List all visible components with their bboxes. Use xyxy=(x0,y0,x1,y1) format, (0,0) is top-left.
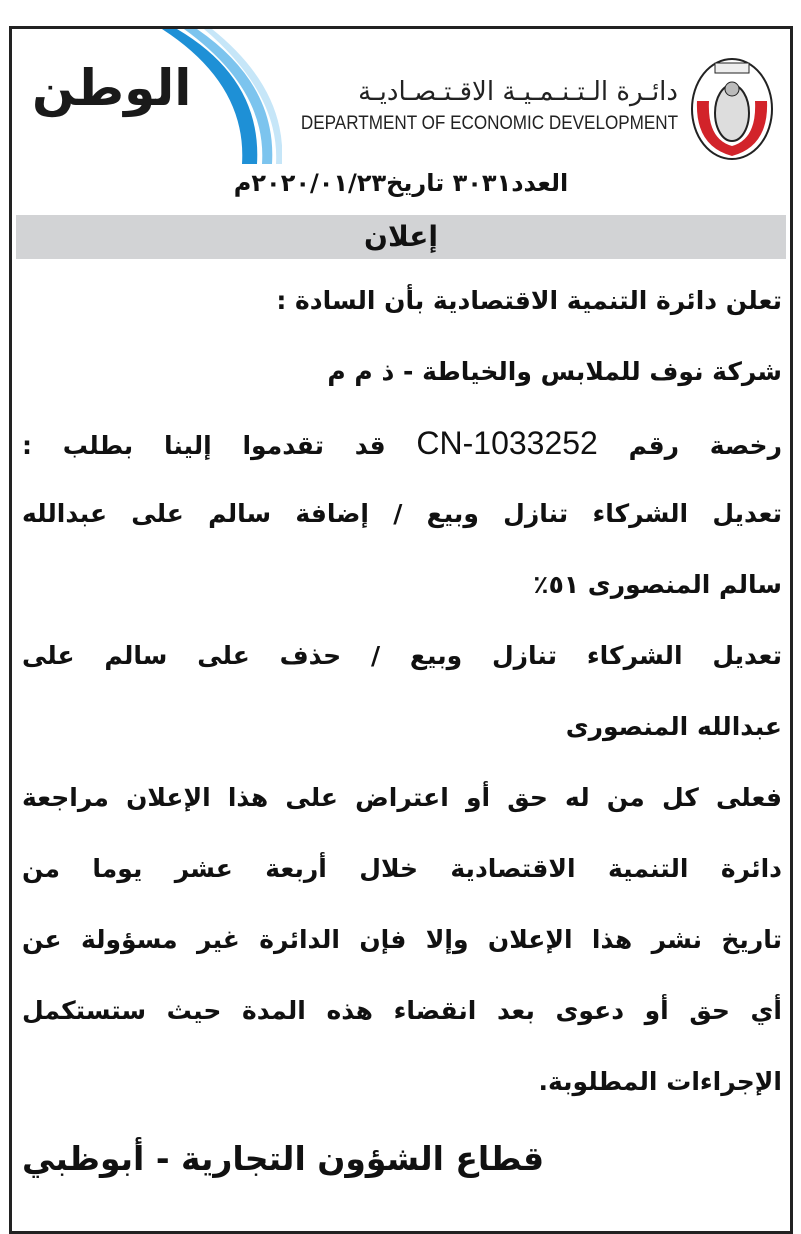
body-line: تعلن دائرة التنمية الاقتصادية بأن السادة : xyxy=(276,286,782,315)
body-line: أي حق أو دعوى بعد انقضاء هذه المدة حيث ستستكمل xyxy=(22,996,782,1025)
license-line xyxy=(22,419,782,490)
issue-number-date: العدد٣٠٣١ تاريخ٢٠٢٠/٠١/٢٣م xyxy=(233,169,569,197)
body-line: سالم المنصورى ٥١٪ xyxy=(533,570,782,599)
body-line: الإجراءات المطلوبة. xyxy=(538,1067,782,1096)
body-line: تعديل الشركاء تنازل وبيع / حذف على سالم على xyxy=(22,641,782,670)
announcement-frame xyxy=(9,26,793,1234)
body-line: فعلى كل من له حق أو اعتراض على هذا الإعلان مراجعة xyxy=(22,783,782,812)
announcement-body xyxy=(22,277,782,1129)
body-line: تعديل الشركاء تنازل وبيع / إضافة سالم على عبدالله xyxy=(22,499,782,528)
license-suffix: قد تقدموا إلينا بطلب : xyxy=(22,431,386,460)
alwatan-logo: الوطن xyxy=(32,59,192,117)
header xyxy=(12,29,790,164)
department-name-english: DEPARTMENT OF ECONOMIC DEVELOPMENT xyxy=(300,113,678,134)
swoosh-logo-graphic xyxy=(122,29,282,164)
license-prefix: رخصة رقم xyxy=(628,431,782,460)
body-line: دائرة التنمية الاقتصادية خلال أربعة عشر يوما من xyxy=(22,854,782,883)
body-line: شركة نوف للملابس والخياطة - ذ م م xyxy=(327,357,782,386)
body-line: عبدالله المنصورى xyxy=(565,712,782,741)
issuing-sector: قطاع الشؤون التجارية - أبوظبي xyxy=(22,1139,545,1178)
body-line: تاريخ نشر هذا الإعلان وإلا فإن الدائرة غير مسؤولة عن xyxy=(22,925,782,954)
department-name-arabic: دائـرة الـتـنـمـيـة الاقـتـصـاديـة xyxy=(358,77,678,107)
announcement-title: إعلان xyxy=(16,215,786,259)
license-number: CN-1033252 xyxy=(416,425,598,461)
abu-dhabi-emblem-icon xyxy=(685,51,780,163)
